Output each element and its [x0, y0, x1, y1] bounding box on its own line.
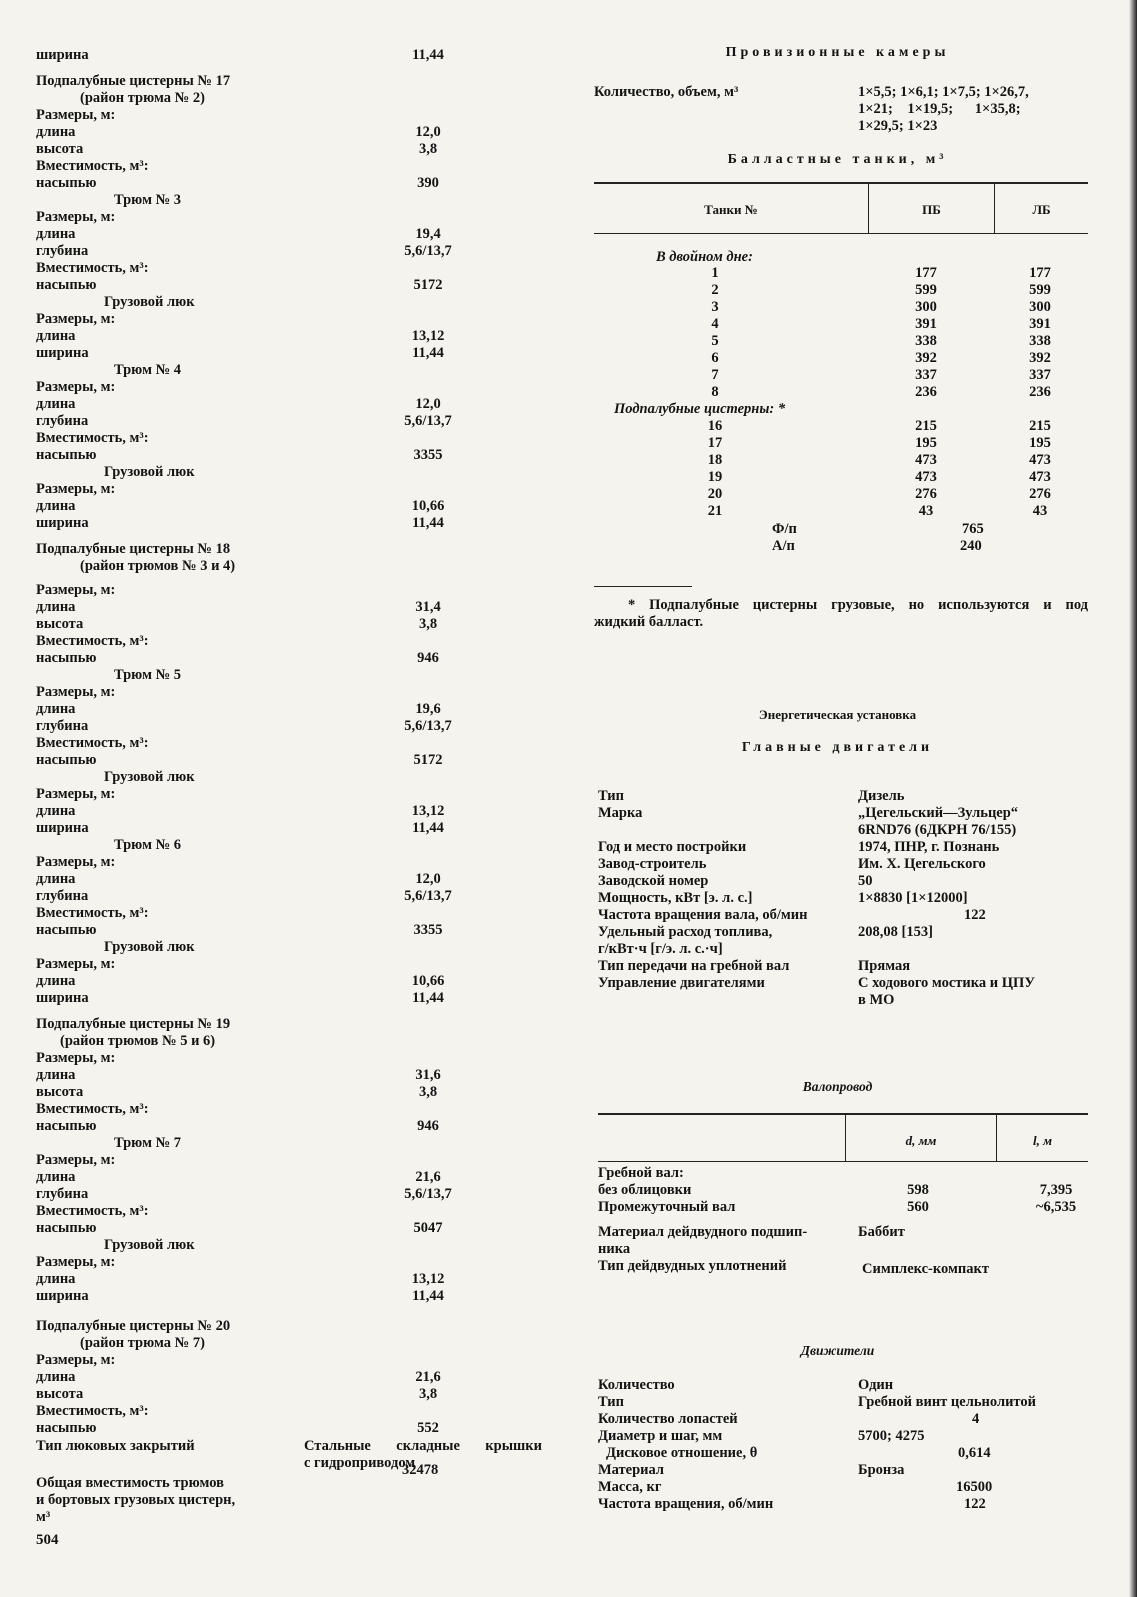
ballast-tank-number: 17 — [707, 435, 723, 451]
left-row-value: 31,6 — [415, 1067, 441, 1083]
left-row-value: 3,8 — [418, 141, 438, 157]
left-row-label: Вместимость, м³: — [36, 905, 149, 921]
ballast-tank-number: 3 — [711, 299, 719, 315]
shaft-col-d: d, мм — [905, 1133, 937, 1148]
ballast-tank-number: 1 — [711, 265, 719, 281]
left-row-label: Грузовой люк — [104, 769, 195, 785]
engine-spec-value: 1×8830 [1×12000] — [858, 890, 968, 906]
provisions-value-line1: 1×5,5; 1×6,1; 1×7,5; 1×26,7, — [858, 84, 1029, 100]
left-row-value: 390 — [417, 175, 439, 191]
shaft-row-l: ~6,535 — [1035, 1199, 1077, 1215]
shaft-bearing-label-line1: Материал дейдвудного подшип- — [598, 1224, 808, 1240]
propeller-spec-value: Один — [858, 1377, 894, 1393]
left-row-label: Грузовой люк — [104, 939, 195, 955]
ballast-footnote — [594, 597, 1088, 631]
left-row-label: длина — [36, 1271, 76, 1287]
ballast-pb-value: 177 — [915, 265, 937, 281]
ballast-tank-number: 8 — [711, 384, 719, 400]
propeller-spec-label: Количество — [598, 1377, 675, 1393]
left-row-label: насыпью — [36, 277, 97, 293]
left-row-value: 3,8 — [418, 1386, 438, 1402]
left-row-label: Размеры, м: — [36, 481, 116, 497]
shaft-bearing-label-line2: ника — [598, 1241, 631, 1257]
left-row-label: глубина — [36, 1186, 89, 1202]
left-row-label: глубина — [36, 413, 89, 429]
left-row-label: Трюм № 6 — [114, 837, 182, 853]
left-row-label: ширина — [36, 1288, 89, 1304]
engine-spec-value: 208,08 [153] — [858, 924, 933, 940]
left-row-label: Вместимость, м³: — [36, 633, 149, 649]
left-row-label: высота — [36, 1084, 84, 1100]
engine-spec-label: Управление двигателями — [598, 975, 765, 991]
left-row-label: Размеры, м: — [36, 1254, 116, 1270]
left-row-label: высота — [36, 616, 84, 632]
left-row-label: Размеры, м: — [36, 379, 116, 395]
left-row-label: глубина — [36, 718, 89, 734]
left-row-label: (район трюма № 2) — [80, 90, 205, 106]
left-row-value: 12,0 — [415, 124, 441, 140]
engine-spec-label: Заводской номер — [598, 873, 709, 889]
left-row-label: ширина — [36, 990, 89, 1006]
left-row-label: насыпью — [36, 1420, 97, 1436]
left-row-label: глубина — [36, 243, 89, 259]
ballast-fp-label: Ф/п — [772, 521, 797, 537]
left-row-value: 946 — [417, 1118, 439, 1134]
ballast-tank-number: 16 — [707, 418, 723, 434]
engine-spec-value: Дизель — [858, 788, 905, 804]
shaft-row-d: 560 — [907, 1199, 929, 1215]
left-row-label: насыпью — [36, 175, 97, 191]
ballast-pb-value: 215 — [915, 418, 937, 434]
ballast-lb-value: 391 — [1029, 316, 1051, 332]
ballast-lb-value: 215 — [1029, 418, 1051, 434]
left-row-label: ширина — [36, 47, 89, 63]
ballast-lb-value: 300 — [1029, 299, 1051, 315]
ballast-lb-value: 392 — [1029, 350, 1051, 366]
left-row-label: насыпью — [36, 922, 97, 938]
left-row-value: 11,44 — [412, 345, 444, 361]
left-row-value: 10,66 — [411, 973, 445, 989]
left-row-label: ширина — [36, 515, 89, 531]
left-row-value: 5,6/13,7 — [404, 1186, 452, 1202]
left-row-label: длина — [36, 803, 76, 819]
left-row-label: Подпалубные цистерны № 18 — [36, 541, 231, 557]
ballast-lb-value: 195 — [1029, 435, 1051, 451]
ballast-lb-value: 337 — [1029, 367, 1051, 383]
provisions-heading: Провизионные камеры — [725, 45, 950, 60]
propeller-spec-label: Количество лопастей — [598, 1411, 738, 1427]
ballast-lb-value: 338 — [1029, 333, 1051, 349]
left-row-value: 5,6/13,7 — [404, 718, 452, 734]
shaft-row-label: без облицовки — [598, 1182, 692, 1198]
left-row-value: 10,66 — [411, 498, 445, 514]
left-row-label: длина — [36, 1169, 76, 1185]
left-row-label: (район трюмов № 3 и 4) — [80, 558, 236, 574]
propeller-spec-label: Материал — [598, 1462, 665, 1478]
engine-spec-value: 122 — [964, 907, 986, 923]
left-row-label: длина — [36, 226, 76, 242]
ballast-pb-value: 195 — [915, 435, 937, 451]
shaft-bearing-value: Баббит — [858, 1224, 905, 1240]
engine-spec-value: С ходового мостика и ЦПУ — [858, 975, 1035, 991]
hatch-type-value-line2: с гидроприводом — [304, 1455, 416, 1471]
shaft-row-d: 598 — [907, 1182, 929, 1198]
ballast-tank-number: 5 — [711, 333, 719, 349]
hatch-type-value-line1: Стальные складные крышки — [304, 1438, 542, 1454]
left-row-label: Трюм № 5 — [114, 667, 182, 683]
left-row-label: насыпью — [36, 752, 97, 768]
ballast-pb-value: 276 — [915, 486, 937, 502]
ballast-pb-value: 337 — [915, 367, 937, 383]
engine-spec-value: „Цегельский—Зульцер“ — [858, 805, 1019, 821]
ballast-col-pb: ПБ — [922, 202, 941, 217]
ballast-pb-value: 391 — [915, 316, 937, 332]
left-row-value: 3355 — [413, 447, 443, 463]
ballast-pb-value: 43 — [918, 503, 934, 519]
engine-spec-label: Год и место постройки — [598, 839, 747, 855]
engine-spec-label: Марка — [598, 805, 643, 821]
left-row-label: длина — [36, 599, 76, 615]
left-row-value: 13,12 — [411, 1271, 445, 1287]
left-row-value: 3355 — [413, 922, 443, 938]
left-row-value: 552 — [417, 1420, 439, 1436]
left-row-label: длина — [36, 498, 76, 514]
left-row-label: длина — [36, 973, 76, 989]
ballast-tank-number: 18 — [707, 452, 723, 468]
left-row-value: 946 — [417, 650, 439, 666]
left-row-label: ширина — [36, 345, 89, 361]
left-row-label: Вместимость, м³: — [36, 1403, 149, 1419]
provisions-value-line2: 1×21; 1×19,5; 1×35,8; — [858, 101, 1021, 117]
propeller-spec-label: Тип — [598, 1394, 625, 1410]
left-row-label: длина — [36, 1067, 76, 1083]
left-row-label: Грузовой люк — [104, 464, 195, 480]
shaft-seal-value: Симплекс-компакт — [862, 1261, 989, 1277]
left-row-value: 5172 — [413, 277, 443, 293]
propeller-spec-value: 5700; 4275 — [858, 1428, 925, 1444]
left-row-label: Грузовой люк — [104, 1237, 195, 1253]
engine-spec-value: 6RND76 (6ДКРН 76/155) — [858, 822, 1017, 838]
total-capacity-label — [36, 1475, 235, 1526]
left-row-label: насыпью — [36, 1220, 97, 1236]
propeller-spec-value: Бронза — [858, 1462, 905, 1478]
ballast-lb-value: 599 — [1029, 282, 1051, 298]
left-row-value: 13,12 — [411, 328, 445, 344]
ballast-tank-number: 7 — [711, 367, 719, 383]
propeller-spec-value: Гребной винт цельнолитой — [858, 1394, 1036, 1410]
left-row-label: Подпалубные цистерны № 19 — [36, 1016, 231, 1032]
engine-spec-value: 1974, ПНР, г. Познань — [858, 839, 1000, 855]
left-row-label: Размеры, м: — [36, 209, 116, 225]
total-capacity-label-line1: Общая вместимость трюмов — [36, 1475, 224, 1491]
ballast-heading: Балластные танки, м³ — [727, 152, 948, 167]
left-row-value: 5,6/13,7 — [404, 888, 452, 904]
left-row-label: Грузовой люк — [104, 294, 195, 310]
left-row-value: 19,4 — [415, 226, 441, 242]
scan-edge-shadow — [1129, 0, 1137, 1597]
propeller-spec-label: Дисковое отношение, θ — [606, 1445, 758, 1461]
left-row-label: Трюм № 7 — [114, 1135, 182, 1151]
left-row-value: 21,6 — [415, 1169, 441, 1185]
left-row-value: 12,0 — [415, 871, 441, 887]
left-row-value: 21,6 — [415, 1369, 441, 1385]
left-row-label: Вместимость, м³: — [36, 158, 149, 174]
ballast-pb-value: 236 — [915, 384, 937, 400]
provisions-label: Количество, объем, м³ — [594, 84, 739, 100]
ballast-ap-label: А/п — [772, 538, 795, 554]
left-row-label: Вместимость, м³: — [36, 260, 149, 276]
ballast-pb-value: 473 — [915, 452, 937, 468]
left-row-label: длина — [36, 1369, 76, 1385]
engine-spec-label: Частота вращения вала, об/мин — [598, 907, 808, 923]
shaft-bearing-label — [598, 1224, 807, 1258]
left-row-label: длина — [36, 328, 76, 344]
engine-spec-value: в МО — [858, 992, 895, 1008]
engine-spec-value: 50 — [858, 873, 873, 889]
ballast-table-head-rule — [594, 233, 1088, 234]
left-row-label: Размеры, м: — [36, 854, 116, 870]
propeller-spec-value: 122 — [964, 1496, 986, 1512]
left-row-label: (район трюма № 7) — [80, 1335, 205, 1351]
ballast-col-lb: ЛБ — [1032, 202, 1051, 217]
ballast-lb-value: 276 — [1029, 486, 1051, 502]
left-row-label: Вместимость, м³: — [36, 1203, 149, 1219]
left-row-value: 13,12 — [411, 803, 445, 819]
power-heading: Энергетическая установка — [758, 707, 917, 722]
ballast-lb-value: 236 — [1029, 384, 1051, 400]
left-row-value: 3,8 — [418, 1084, 438, 1100]
ballast-lb-value: 473 — [1029, 469, 1051, 485]
left-row-value: 31,4 — [415, 599, 441, 615]
left-row-label: Подпалубные цистерны № 17 — [36, 73, 231, 89]
left-row-label: Размеры, м: — [36, 1352, 116, 1368]
left-row-label: Размеры, м: — [36, 1050, 116, 1066]
propellers-heading: Движители — [800, 1343, 875, 1358]
left-row-value: 19,6 — [415, 701, 441, 717]
ballast-pb-value: 473 — [915, 469, 937, 485]
left-row-label: Трюм № 4 — [114, 362, 182, 378]
propeller-spec-value: 0,614 — [958, 1445, 991, 1461]
engine-spec-label: Завод-строитель — [598, 856, 707, 872]
propeller-spec-value: 16500 — [956, 1479, 993, 1495]
left-row-value: 11,44 — [412, 820, 444, 836]
left-row-value: 5047 — [413, 1220, 443, 1236]
left-row-label: Размеры, м: — [36, 107, 116, 123]
left-row-label: насыпью — [36, 447, 97, 463]
shaft-heading: Валопровод — [802, 1079, 873, 1094]
engine-spec-value: Им. Х. Цегельского — [858, 856, 986, 872]
ballast-col-tank: Танки № — [704, 202, 758, 217]
left-row-label: длина — [36, 124, 76, 140]
propeller-spec-label: Частота вращения, об/мин — [598, 1496, 774, 1512]
left-row-label: Вместимость, м³: — [36, 735, 149, 751]
engine-spec-label: Тип — [598, 788, 625, 804]
ballast-tank-number: 2 — [711, 282, 719, 298]
ballast-pb-value: 599 — [915, 282, 937, 298]
shaft-row-l: 7,395 — [1039, 1182, 1073, 1198]
engines-heading: Главные двигатели — [741, 740, 934, 755]
total-capacity-value: 32478 — [402, 1462, 439, 1478]
left-row-label: высота — [36, 141, 84, 157]
total-capacity-label-line2: и бортовых грузовых цистерн, — [36, 1492, 236, 1508]
left-row-label: длина — [36, 396, 76, 412]
left-row-label: высота — [36, 1386, 84, 1402]
left-row-label: (район трюмов № 5 и 6) — [60, 1033, 216, 1049]
shaft-table-head-rule — [598, 1161, 1088, 1162]
ballast-section-deck-tanks: Подпалубные цистерны: * — [614, 401, 786, 417]
footnote-rule — [594, 586, 692, 587]
left-row-value: 5172 — [413, 752, 443, 768]
total-capacity-label-line3: м³ — [36, 1509, 51, 1525]
ballast-pb-value: 300 — [915, 299, 937, 315]
left-row-label: Размеры, м: — [36, 684, 116, 700]
ballast-tank-number: 19 — [707, 469, 723, 485]
left-row-label: длина — [36, 701, 76, 717]
propeller-spec-label: Масса, кг — [598, 1479, 662, 1495]
ballast-ap-value: 240 — [960, 538, 982, 554]
engine-spec-label: г/кВт·ч [г/э. л. с.·ч] — [598, 941, 723, 957]
left-row-label: Размеры, м: — [36, 786, 116, 802]
left-row-label: ширина — [36, 820, 89, 836]
ballast-footnote-line2: жидкий балласт. — [594, 614, 704, 630]
page-number: 504 — [36, 1532, 59, 1548]
left-row-value: 5,6/13,7 — [404, 413, 452, 429]
left-row-label: Размеры, м: — [36, 582, 116, 598]
left-row-label: Размеры, м: — [36, 1152, 116, 1168]
ballast-tank-number: 6 — [711, 350, 719, 366]
left-row-label: Вместимость, м³: — [36, 1101, 149, 1117]
propeller-spec-label: Диаметр и шаг, мм — [598, 1428, 723, 1444]
ballast-lb-value: 177 — [1029, 265, 1051, 281]
shaft-seal-label: Тип дейдвудных уплотнений — [598, 1258, 787, 1274]
engine-spec-label: Мощность, кВт [э. л. с.] — [598, 890, 753, 906]
shaft-row-label: Промежуточный вал — [598, 1199, 736, 1215]
left-row-value: 12,0 — [415, 396, 441, 412]
ballast-pb-value: 338 — [915, 333, 937, 349]
left-row-label: Трюм № 3 — [114, 192, 182, 208]
shaft-group-label: Гребной вал: — [598, 1165, 684, 1181]
shaft-table-top-rule — [598, 1113, 1088, 1115]
ballast-fp-value: 765 — [962, 521, 984, 537]
provisions-value-line3: 1×29,5; 1×23 — [858, 118, 938, 134]
provisions-value — [858, 84, 1029, 135]
left-row-value: 11,44 — [412, 990, 444, 1006]
hatch-type-label: Тип люковых закрытий — [36, 1438, 195, 1454]
left-row-label: Размеры, м: — [36, 956, 116, 972]
left-row-value: 11,44 — [412, 515, 444, 531]
left-row-value: 11,44 — [412, 1288, 444, 1304]
left-row-label: длина — [36, 871, 76, 887]
ballast-pb-value: 392 — [915, 350, 937, 366]
ballast-footnote-line1: * Подпалубные цистерны грузовые, но используются и под — [628, 597, 1088, 613]
left-row-label: насыпью — [36, 1118, 97, 1134]
left-row-label: насыпью — [36, 650, 97, 666]
ballast-table-top-rule — [594, 182, 1088, 184]
ballast-tank-number: 4 — [711, 316, 719, 332]
left-row-value: 3,8 — [418, 616, 438, 632]
left-row-label: Вместимость, м³: — [36, 430, 149, 446]
left-row-label: Подпалубные цистерны № 20 — [36, 1318, 231, 1334]
ballast-tank-number: 20 — [707, 486, 723, 502]
left-row-label: глубина — [36, 888, 89, 904]
ballast-lb-value: 473 — [1029, 452, 1051, 468]
left-row-value: 11,44 — [412, 47, 444, 63]
engine-spec-label: Тип передачи на гребной вал — [598, 958, 790, 974]
left-row-value: 5,6/13,7 — [404, 243, 452, 259]
shaft-col-l: l, м — [1032, 1133, 1053, 1148]
ballast-tank-number: 21 — [707, 503, 723, 519]
left-row-label: Размеры, м: — [36, 311, 116, 327]
engine-spec-value: Прямая — [858, 958, 911, 974]
propeller-spec-value: 4 — [972, 1411, 980, 1427]
engine-spec-label: Удельный расход топлива, — [598, 924, 773, 940]
ballast-lb-value: 43 — [1032, 503, 1048, 519]
ballast-section-double-bottom: В двойном дне: — [656, 249, 753, 265]
